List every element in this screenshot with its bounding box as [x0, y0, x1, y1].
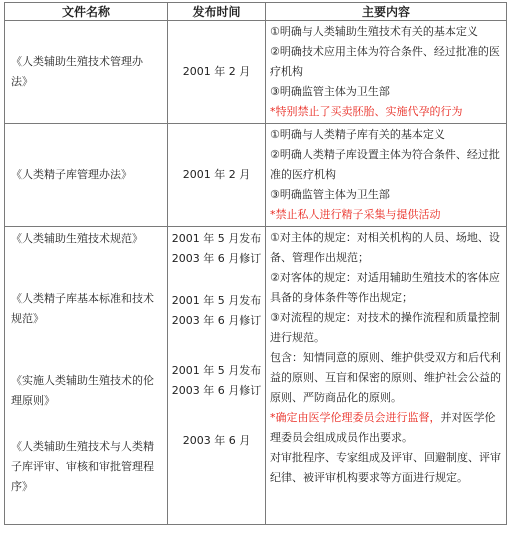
content-line: 对审批程序、专家组成及评审、回避制度、评审纪律、被评审机构要求等方面进行规定。	[270, 451, 501, 484]
main-content	[266, 21, 507, 124]
content-highlight: *确定由医学伦理委员会进行监督，	[270, 411, 441, 424]
content-line: ②对客体的规定：对适用辅助生殖技术的客体应具备的身体条件等作出规定；	[270, 271, 500, 304]
publish-date: 2001 年 2 月	[168, 124, 266, 227]
main-content	[266, 124, 507, 227]
revise-date: 2003 年 6 月修订	[171, 252, 262, 265]
revise-date: 2003 年 6 月修订	[171, 384, 262, 397]
regulations-table	[4, 2, 507, 525]
revise-date: 2003 年 6 月修订	[171, 314, 262, 327]
publish-date: 2001 年 5 月发布	[171, 294, 262, 307]
header-row	[5, 3, 507, 21]
content-tail: 并对医学伦理委员会组成成员作出要求。	[270, 411, 496, 444]
content-line: ①对主体的规定：对相关机构的人员、场地、设备、管理作出规范；	[270, 231, 500, 264]
doc-name: 《人类辅助生殖技术与人类精子库评审、审核和审批管理程序》	[11, 440, 154, 493]
doc-name: 《实施人类辅助生殖技术的伦理原则》	[11, 374, 154, 407]
content-line: ①明确与人类辅助生殖技术有关的基本定义	[270, 25, 478, 38]
publish-date: 2001 年 5 月发布	[171, 232, 262, 245]
doc-name: 《人类精子库管理办法》	[5, 124, 168, 227]
publish-date: 2001 年 5 月发布	[171, 364, 262, 377]
content-line: ②明确人类精子库设置主体为符合条件、经过批准的医疗机构	[270, 148, 500, 181]
header-doc-name: 文件名称	[5, 3, 168, 21]
content-line: ③明确监管主体为卫生部	[270, 85, 390, 98]
header-main-content: 主要内容	[266, 3, 507, 21]
publish-date: 2001 年 2 月	[168, 21, 266, 124]
table-row	[5, 21, 507, 124]
content-line: ③对流程的规定：对技术的操作流程和质量控制进行规范。	[270, 311, 500, 344]
content-line: 包含：知情同意的原则、维护供受双方和后代利益的原则、互盲和保密的原则、维护社会公益的原则、严防商品化的原则。	[270, 351, 501, 404]
table-row	[5, 227, 507, 525]
doc-name: 《人类辅助生殖技术规范》	[11, 232, 143, 245]
publish-date: 2003 年 6 月	[182, 434, 251, 447]
header-publish-date: 发布时间	[168, 3, 266, 21]
publish-date-group	[168, 227, 266, 525]
doc-name: 《人类辅助生殖技术管理办法》	[5, 21, 168, 124]
table-row	[5, 124, 507, 227]
content-line-mixed	[270, 408, 503, 448]
content-line-highlight: *禁止私人进行精子采集与提供活动	[270, 208, 441, 221]
content-line: ②明确技术应用主体为符合条件、经过批准的医疗机构	[270, 45, 500, 78]
main-content	[266, 227, 507, 525]
content-line-highlight: *特别禁止了买卖胚胎、实施代孕的行为	[270, 105, 463, 118]
content-line: ③明确监管主体为卫生部	[270, 188, 390, 201]
doc-name-group	[5, 227, 168, 525]
doc-name: 《人类精子库基本标准和技术规范》	[11, 292, 154, 325]
content-line: ①明确与人类精子库有关的基本定义	[270, 128, 445, 141]
